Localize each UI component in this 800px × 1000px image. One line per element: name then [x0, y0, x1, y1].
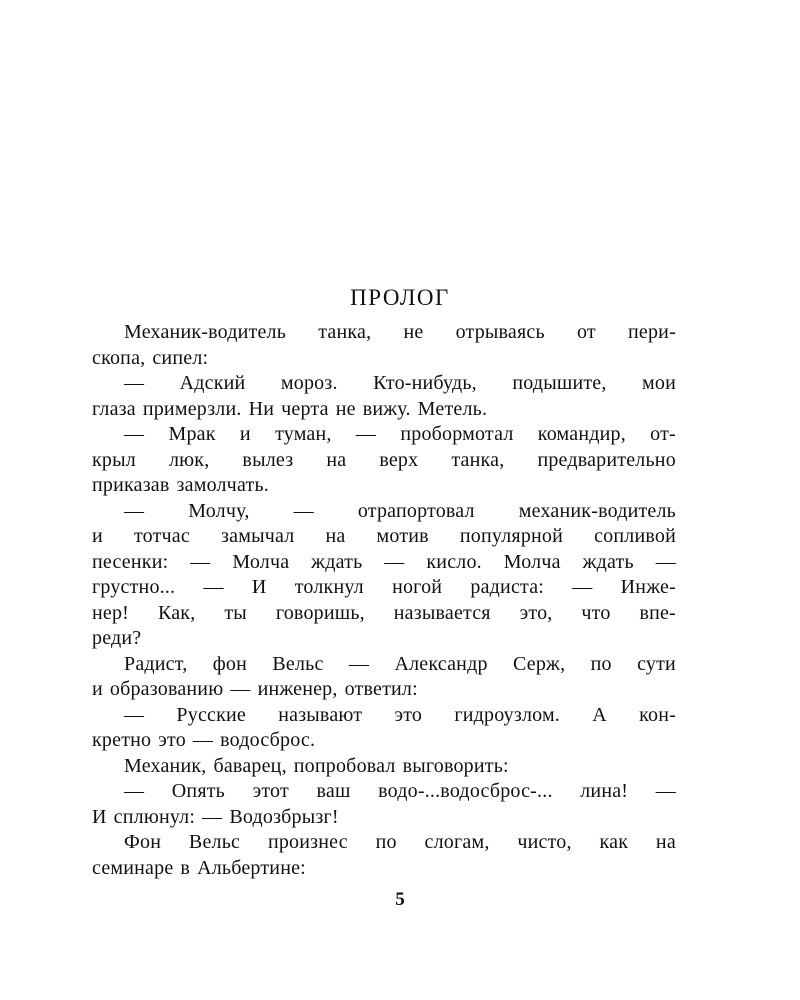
text-line: кретно это — водосброс.: [92, 729, 316, 751]
page-body: [92, 320, 676, 881]
text-line: приказав замолчать.: [92, 474, 269, 496]
text-line: Радист, фон Вельс — Александр Серж, по сути: [124, 652, 676, 675]
text-line: — Русские называют это гидроузлом. А кон-: [124, 703, 676, 726]
text-line: Фон Вельс произнес по слогам, чисто, как на: [124, 831, 676, 853]
text-line: — Опять этот ваш водо-...водосброс-... лина! —: [124, 780, 676, 802]
text-line: Механик-водитель танка, не отрываясь от пери-: [124, 321, 676, 343]
text-line: крыл люк, вылез на верх танка, предварительно: [92, 448, 676, 471]
page-number: 5: [395, 889, 405, 910]
text-line: — Молчу, — отрапортовал механик-водитель: [124, 499, 676, 522]
text-line: Механик, баварец, попробовал выговорить:: [124, 754, 509, 777]
text-line: песенки: — Молча ждать — кисло. Молча ждать —: [92, 550, 676, 573]
text-line: скопа, сипел:: [92, 346, 209, 369]
text-line: — Мрак и туман, — пробормотал командир, от-: [124, 423, 676, 445]
text-line: — Адский мороз. Кто-нибудь, подышите, мои: [124, 372, 676, 394]
chapter-title: ПРОЛОГ: [350, 285, 450, 310]
text-line: и тотчас замычал на мотив популярной сопливой: [92, 525, 676, 547]
text-line: нер! Как, ты говоришь, называется это, что впе-: [92, 601, 676, 624]
text-line: семинаре в Альбертине:: [92, 856, 306, 879]
text-line: грустно... — И толкнул ногой радиста: — Инже-: [92, 576, 676, 598]
text-line: и образованию — инженер, ответил:: [92, 678, 418, 700]
text-line: реди?: [92, 627, 142, 649]
text-line: глаза примерзли. Ни черта не вижу. Метель.: [92, 397, 488, 420]
text-line: И сплюнул: — Водозбрызг!: [92, 805, 339, 828]
